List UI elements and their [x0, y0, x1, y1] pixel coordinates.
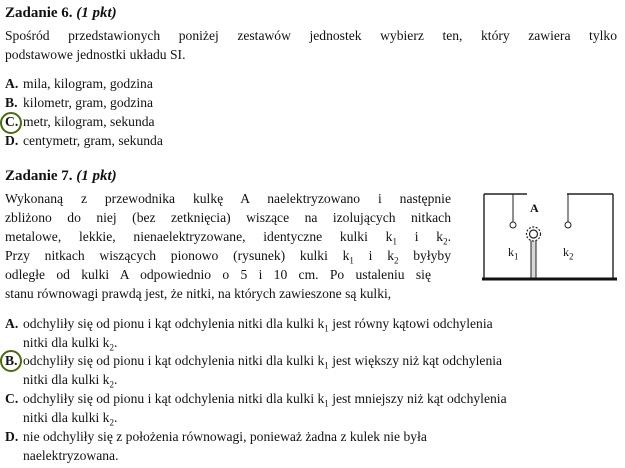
answer-mark-circle — [0, 350, 22, 372]
task7-question-line-2: zbliżono do niej (bez zetknięcia) wiszące na izolujących nitkach — [5, 210, 451, 225]
task7-heading: Zadanie 7. (1 pkt) — [5, 168, 117, 184]
sphere-k2 — [565, 222, 571, 228]
task6-option-c[interactable]: C. metr, kilogram, sekunda — [5, 114, 155, 129]
task6-option-b[interactable]: B. kilometr, gram, godzina — [5, 95, 154, 110]
task6-option-d[interactable]: D. centymetr, gram, sekunda — [5, 133, 163, 148]
sphere-k1 — [510, 222, 516, 228]
figure-label-a: A — [530, 201, 539, 215]
figure-label-k2: $k_2$ — [563, 245, 574, 262]
task7-question-line-3: metalowe, lekkie, nienaelektryzowane, identyczne kulki $k_1$ i $k_2$. — [5, 229, 451, 247]
task7-question-line-6: stanu równowagi prawdą jest, że nitki, na których zawieszone są kulki, — [5, 286, 392, 301]
task7-question-line-1: Wykonaną z przewodnika kulkę A naelektryzowano i następnie — [5, 191, 451, 206]
sphere-a — [530, 230, 538, 238]
task6-heading: Zadanie 6. (1 pkt) — [5, 5, 117, 21]
task6-question-line-1: Spośród przedstawionych poniżej zestawów jednostek wybierz ten, który zawiera tylko — [5, 28, 617, 43]
task7-question-line-5: odległe od kulki A odpowiednio o 5 i 10 cm. Po ustaleniu się — [5, 267, 431, 282]
task7-question-line-4: Przy nitkach wiszących pionowo (rysunek) kulki $k_1$ i $k_2$ byłyby — [5, 248, 451, 266]
task6-option-a[interactable]: A. mila, kilogram, godzina — [5, 76, 153, 91]
task6-question-line-2: podstawowe jednostki układu SI. — [5, 47, 186, 62]
task7-option-a[interactable]: A. odchyliły się od pionu i kąt odchylenia nitki dla kulki $k_1$ jest równy kątowi odchylenia nitki dla kulki $k_2$. — [5, 316, 493, 353]
task7-option-d[interactable]: D. nie odchyliły się z położenia równowagi, ponieważ żadna z kulek nie była naelektryzowana. — [5, 429, 427, 463]
insulating-stand — [531, 240, 536, 278]
figure-spheres-diagram — [482, 188, 617, 288]
figure-label-k1: $k_1$ — [508, 245, 519, 262]
task7-option-b[interactable]: B. odchyliły się od pionu i kąt odchylenia nitki dla kulki $k_1$ jest większy niż kąt odchylenia nitki dla kulki $k_2$. — [5, 353, 503, 390]
task7-option-c[interactable]: C. odchyliły się od pionu i kąt odchylenia nitki dla kulki $k_1$ jest mniejszy niż kąt odchylenia nitki dla kulki $k_2$. — [5, 391, 507, 428]
